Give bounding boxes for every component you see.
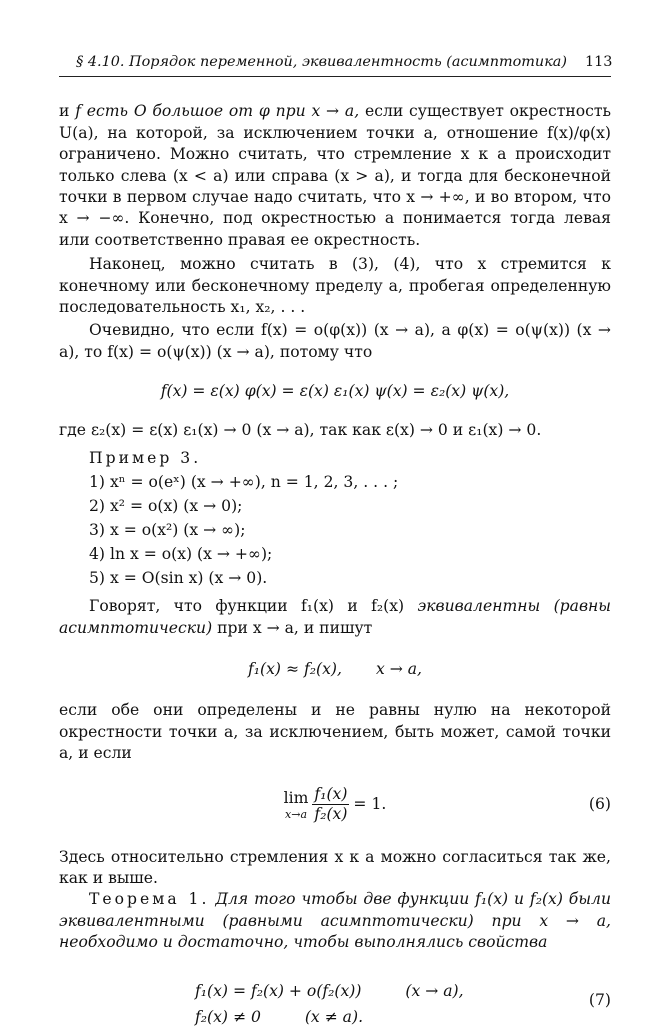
equation-number: (6) xyxy=(588,794,611,813)
book-page xyxy=(59,52,611,1030)
page-body xyxy=(59,101,611,1029)
example-item: 5) x = O(sin x) (x → 0). xyxy=(89,569,268,588)
paragraph-equivalence-intro xyxy=(59,596,611,639)
para5-part1: Говорят, что функции f₁(x) и f₂(x) xyxy=(89,597,405,616)
para1-italic: f есть O большое от φ при x → a, xyxy=(75,102,360,121)
limit-equals: = 1. xyxy=(353,794,387,813)
example-item: 2) x² = o(x) (x → 0); xyxy=(89,497,243,516)
para1-lead: и xyxy=(59,102,70,121)
system-row2-left: f₂(x) ≠ 0 xyxy=(195,1007,261,1026)
limit-operator xyxy=(284,788,309,821)
ratio-fraction xyxy=(312,785,349,824)
system-row1-left: f₁(x) = f₂(x) + o(f₂(x)) xyxy=(195,981,362,1000)
para1-rest: если существует окрестность U(a), на которой, за исключением точки a, отношение f(x)/φ(x) ограничено. Можно считать, что стремление x к a происходит только слева (x < a) или справа (x > a), и тогда для бесконечной точки в первом случае надо считать, что x → +∞, и во втором, что x → −∞. Конечно, под окрестностью a понимается тогда левая или соответственно правая ее окрестность. xyxy=(59,102,611,249)
example-item: 4) ln x = o(x) (x → +∞); xyxy=(89,545,273,564)
paragraph-remark: Здесь относительно стремления x к a можно согласиться так же, как и выше. xyxy=(59,847,611,887)
example-item: 3) x = o(x²) (x → ∞); xyxy=(89,521,246,540)
formula-transitivity xyxy=(59,381,611,402)
fraction-denominator: f₂(x) xyxy=(314,805,348,824)
lim-subscript: x→a xyxy=(285,808,308,822)
running-header xyxy=(59,52,611,77)
formula-system xyxy=(59,978,611,1030)
equation-number: (7) xyxy=(588,990,611,1009)
theorem-text: Для того чтобы две функции f₁(x) и f₂(x) были эквивалентными (равными асимптотически) при x → a, необходимо и достаточно, чтобы выполнялись свойства xyxy=(59,890,611,952)
page-number: 113 xyxy=(585,54,613,70)
example-list xyxy=(89,446,611,590)
para5-italic: эквивалентны (равны асимптотически) xyxy=(59,597,611,637)
example-item: 1) xⁿ = o(eˣ) (x → +∞), n = 1, 2, 3, . . . ; xyxy=(89,473,399,492)
example-label: Пример 3. xyxy=(89,449,202,468)
paragraph-equivalence-condition: если обе они определены и не равны нулю на некоторой окрестности точки a, за исключением, быть может, самой точки a, и если xyxy=(59,701,611,763)
formula-equivalence-left: f₁(x) ≈ f₂(x), xyxy=(248,659,342,678)
theorem-label: Теорема 1. xyxy=(89,890,210,909)
paragraph-transitivity: Очевидно, что если f(x) = o(φ(x)) (x → a), а φ(x) = o(ψ(x)) (x → a), то f(x) = o(ψ(x)) (x → a), потому что xyxy=(59,321,611,361)
para5-part2: при x → a, и пишут xyxy=(217,618,373,637)
lim-word: lim xyxy=(283,788,309,807)
paragraph-epsilon: где ε₂(x) = ε(x) ε₁(x) → 0 (x → a), так как ε(x) → 0 и ε₁(x) → 0. xyxy=(59,420,542,439)
system-row1-right: (x → a), xyxy=(405,981,464,1000)
theorem-statement xyxy=(59,889,611,953)
fraction-numerator: f₁(x) xyxy=(314,785,348,804)
system-row2-right: (x ≠ a). xyxy=(304,1007,364,1026)
formula-transitivity-text: f(x) = ε(x) φ(x) = ε(x) ε₁(x) ψ(x) = ε₂(x) ψ(x), xyxy=(160,382,510,401)
system-row xyxy=(195,1004,611,1030)
paragraph-o-big-definition xyxy=(59,101,611,251)
formula-limit-ratio xyxy=(59,781,611,829)
header-title: § 4.10. Порядок переменной, эквивалентность (асимптотика) xyxy=(76,54,567,70)
paragraph-sequence-limit: Наконец, можно считать в (3), (4), что x стремится к конечному или бесконечному пределу a, пробегая определенную последовательность x₁, x₂, . . . xyxy=(59,255,611,317)
formula-equivalence xyxy=(59,659,611,680)
formula-equivalence-right: x → a, xyxy=(375,659,422,678)
